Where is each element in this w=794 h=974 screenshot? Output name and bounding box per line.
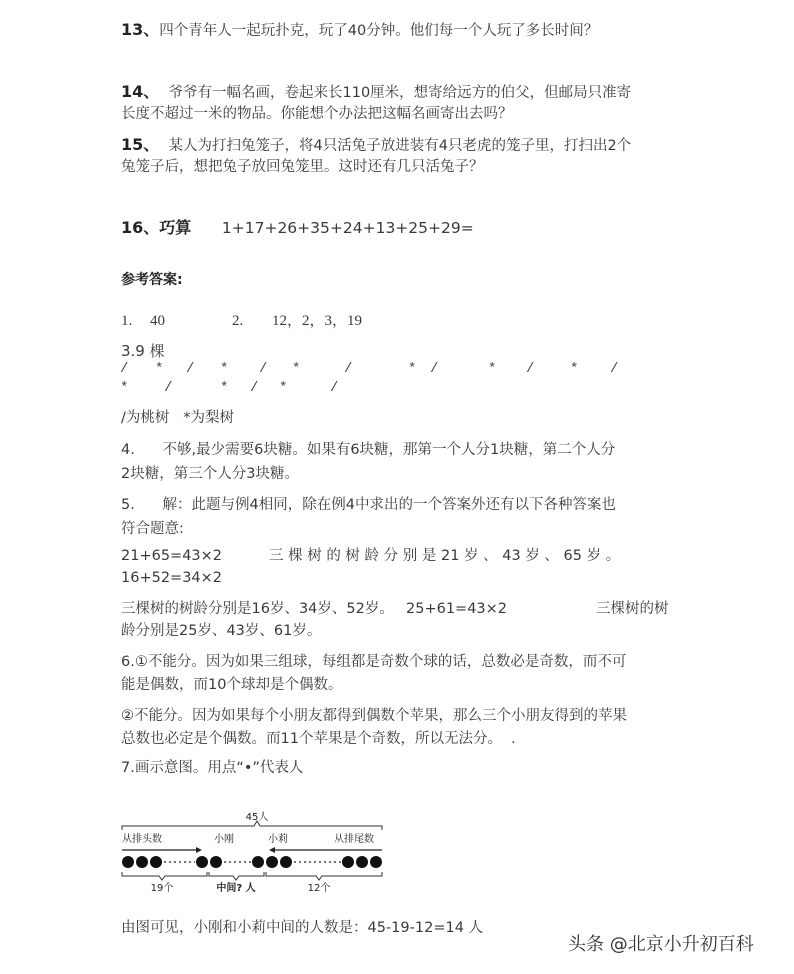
answer-5-line-3 [121,546,681,566]
person-a-label: 小刚 [214,834,234,845]
calc-expression: 1+17+26+35+24+13+25+29= [221,219,474,237]
question-text: 爷爷有一幅名画，卷起来长110厘米，想寄给远方的伯父，但邮局只准寄 [159,85,632,101]
peach-tree-symbol: / [610,361,619,377]
pear-tree-symbol: * [408,361,417,377]
question-13 [121,20,598,41]
peach-tree-symbol: / [186,361,195,377]
tree-ages: 三棵树的树 [596,601,669,617]
right-count-label: 12个 [307,883,331,894]
watermark: 头条 @北京小升初百科 [568,934,754,955]
left-count-label: 19个 [150,883,174,894]
question-number: 15、 [121,135,160,154]
answer-7-conclusion: 由图可见，小刚和小莉中间的人数是：45-19-12=14 人 [121,920,484,936]
answer-5-line-4: 16+52=34×2 [121,570,223,586]
total-label: 45人 [245,812,269,823]
question-number: 16、巧算 [121,218,192,237]
pear-tree-symbol: * [220,380,229,396]
answer-6-line-3: ②不能分。因为如果每个小朋友都得到偶数个苹果，那么三个小朋友得到的苹果 [121,708,627,724]
peach-tree-symbol: / [330,380,339,396]
equation: 21+65=43×2 [121,548,223,564]
answer-4-line-1: 4. 不够,最少需要6块糖。如果有6块糖，那第一个人分1块糖，第二个人分 [121,442,616,458]
question-number: 13、 [121,20,160,39]
question-text: 某人为打扫兔笼子，将4只活兔子放进装有4只老虎的笼子里，打扫出2个 [159,138,632,154]
pear-tree-symbol: * [292,361,301,377]
answers-1-2 [121,311,363,331]
answer-2-label: 2. [232,313,244,329]
answer-5-line-6: 龄分别是25岁、43岁、61岁。 [121,623,322,639]
question-16 [121,218,474,239]
queue-diagram [116,810,398,895]
pear-tree-symbol: * [570,361,579,377]
people-dots [122,856,382,868]
peach-tree-symbol: / [259,361,268,377]
peach-tree-symbol: / [344,361,353,377]
pear-tree-symbol: * [220,361,229,377]
pear-tree-symbol: * [279,380,288,396]
tree-ages: 三棵树的树龄分别是16岁、34岁、52岁。 [121,601,394,617]
question-number: 14、 [121,82,160,101]
answer-6-line-2: 能是偶数，而10个球却是个偶数。 [121,677,343,693]
answer-1-value: 40 [150,313,165,329]
peach-tree-symbol: / [164,380,173,396]
answer-3-title: 3.9 棵 [121,342,165,360]
pear-tree-symbol: * [488,361,497,377]
equation: 25+61=43×2 [406,601,508,617]
middle-label: 中间? 人 [216,883,256,894]
tree-legend: /为桃树 *为梨树 [121,410,234,426]
from-tail-label: 从排尾数 [334,834,374,845]
answer-4-line-2: 2块糖，第三个人分3块糖。 [121,466,299,482]
tree-ages: 三 棵 树 的 树 龄 分 别 是 21 岁 、 43 岁 、 65 岁 。 [269,548,621,564]
question-15-cont: 兔笼子后，想把兔子放回兔笼里。这时还有几只活兔子？ [121,159,484,175]
answer-6-line-4: 总数也必定是个偶数。而11个苹果是个奇数，所以无法分。 . [121,731,516,747]
peach-tree-symbol: / [250,380,259,396]
question-15 [121,135,631,156]
answer-5-line-2: 符合题意: [121,521,184,537]
pear-tree-symbol: * [120,380,129,396]
answer-6-line-1: 6.①不能分。因为如果三组球，每组都是奇数个球的话，总数必是奇数，而不可 [121,654,627,670]
question-14-cont: 长度不超过一米的物品。你能想个办法把这幅名画寄出去吗？ [121,106,513,122]
question-text: 四个青年人一起玩扑克，玩了40分钟。他们每一个人玩了多长时间？ [159,23,599,39]
peach-tree-symbol: / [430,361,439,377]
answers-heading: 参考答案: [121,272,183,288]
answer-5-line-1: 5. 解：此题与例4相同，除在例4中求出的一个答案外还有以下各种答案也 [121,497,616,513]
answer-7-title: 7.画示意图。用点“•”代表人 [121,760,304,776]
from-head-label: 从排头数 [122,834,162,845]
answer-2-value: 12，2，3，19 [272,313,363,329]
question-14 [121,82,631,103]
answer-5-line-5 [121,599,681,619]
person-b-label: 小莉 [268,834,288,845]
answer-1-label: 1. [121,313,133,329]
peach-tree-symbol: / [526,361,535,377]
peach-tree-symbol: / [120,361,129,377]
pear-tree-symbol: * [155,361,164,377]
